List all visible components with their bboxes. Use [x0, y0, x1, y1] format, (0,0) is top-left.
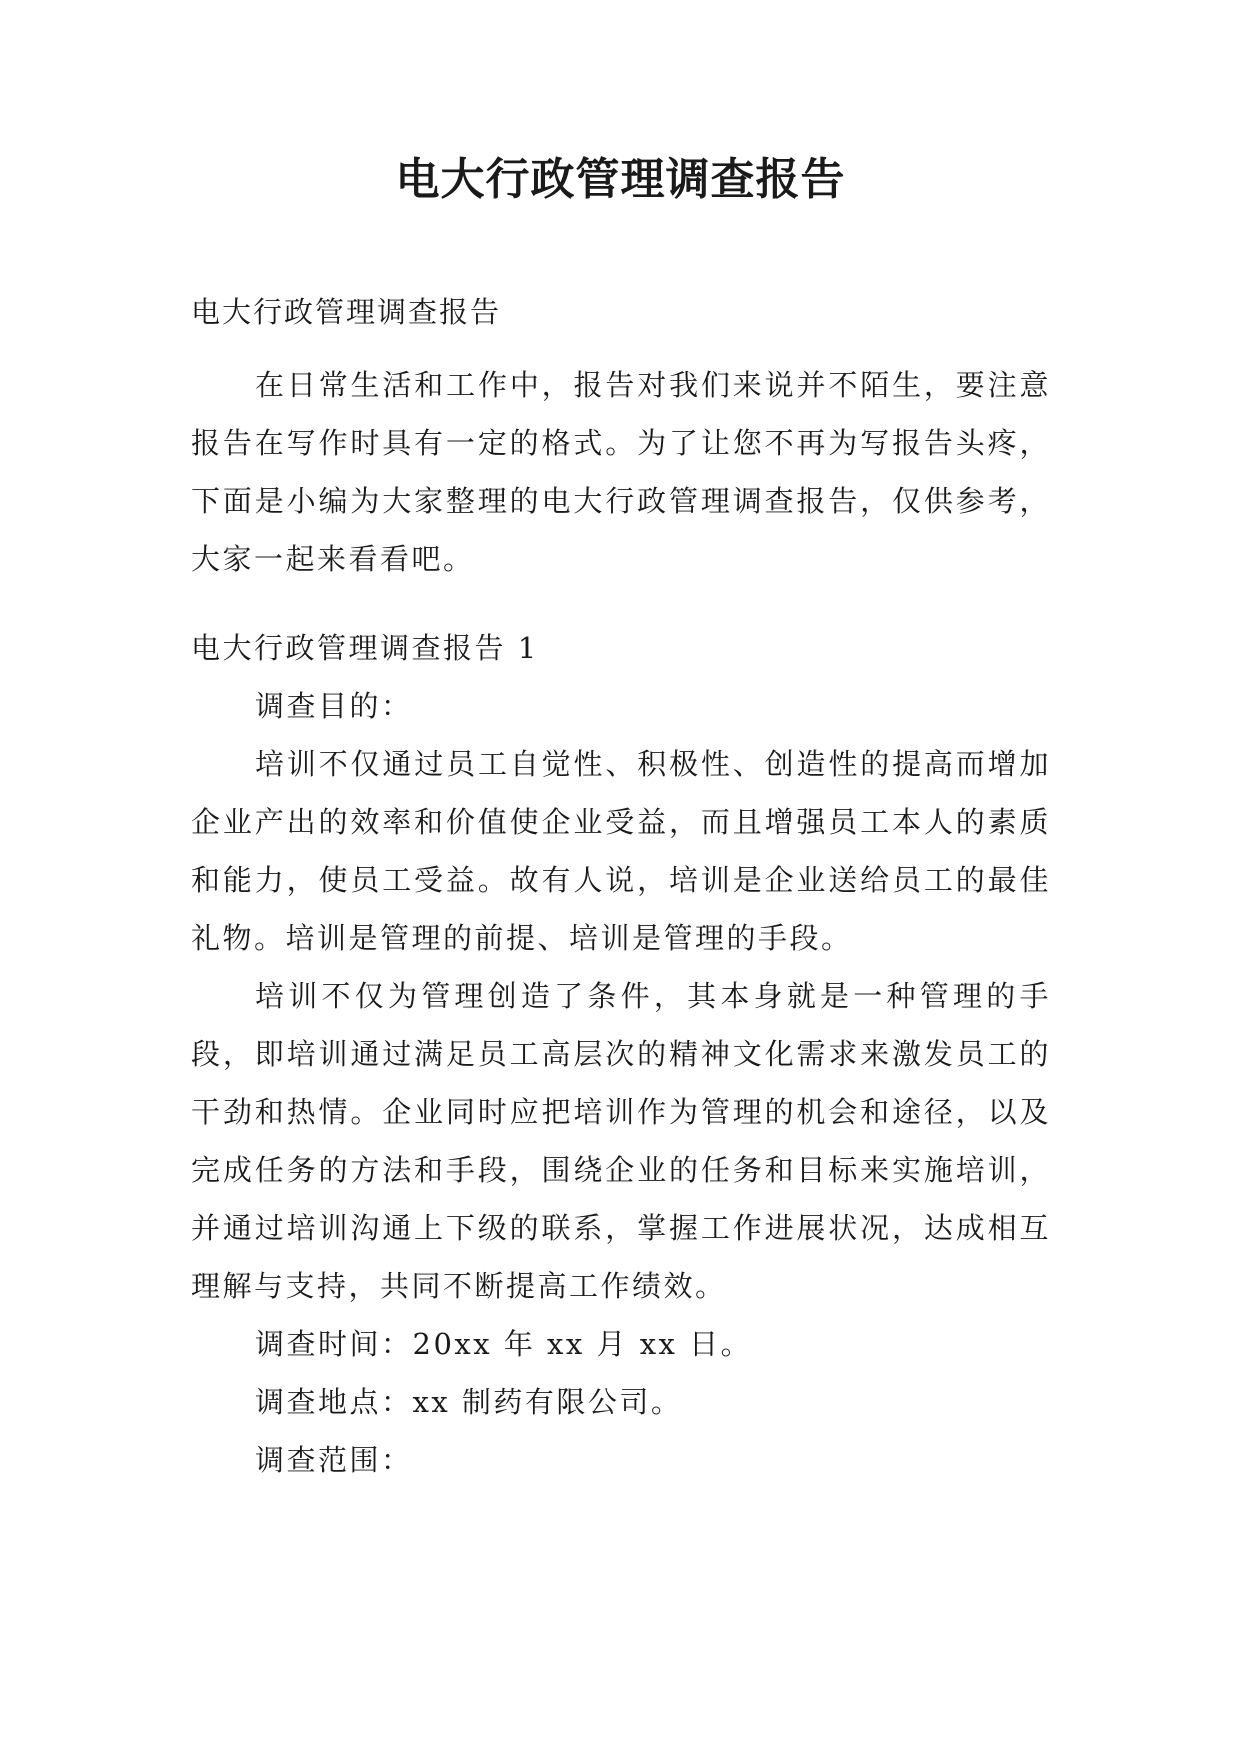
purpose-paragraph-1: 培训不仅通过员工自觉性、积极性、创造性的提高而增加企业产出的效率和价值使企业受益，而且增强员工本人的素质和能力，使员工受益。故有人说，培训是企业送给员工的最佳礼物。培训是管理的前提、培训是管理的手段。 — [191, 747, 1051, 955]
document-title: 电大行政管理调查报告 — [395, 154, 846, 205]
section-heading: 电大行政管理调查报告 1 — [191, 631, 539, 665]
purpose-label: 调查目的： — [255, 689, 413, 723]
survey-scope: 调查范围： — [255, 1443, 413, 1477]
purpose-paragraph-2: 培训不仅为管理创造了条件，其本身就是一种管理的手段，即培训通过满足员工高层次的精神文化需求来激发员工的干劲和热情。企业同时应把培训作为管理的机会和途径，以及完成任务的方法和手段，围绕企业的任务和目标来实施培训，并通过培训沟通上下级的联系，掌握工作进展状况，达成相互理解与支持，共同不断提高工作绩效。 — [191, 979, 1051, 1303]
intro-paragraph: 在日常生活和工作中，报告对我们来说并不陌生，要注意报告在写作时具有一定的格式。为了让您不再为写报告头疼，下面是小编为大家整理的电大行政管理调查报告，仅供参考，大家一起来看看吧。 — [191, 368, 1051, 576]
survey-place: 调查地点：xx 制药有限公司。 — [255, 1385, 683, 1419]
document-subtitle: 电大行政管理调查报告 — [191, 295, 502, 329]
survey-time: 调查时间：20xx 年 xx 月 xx 日。 — [255, 1327, 753, 1361]
